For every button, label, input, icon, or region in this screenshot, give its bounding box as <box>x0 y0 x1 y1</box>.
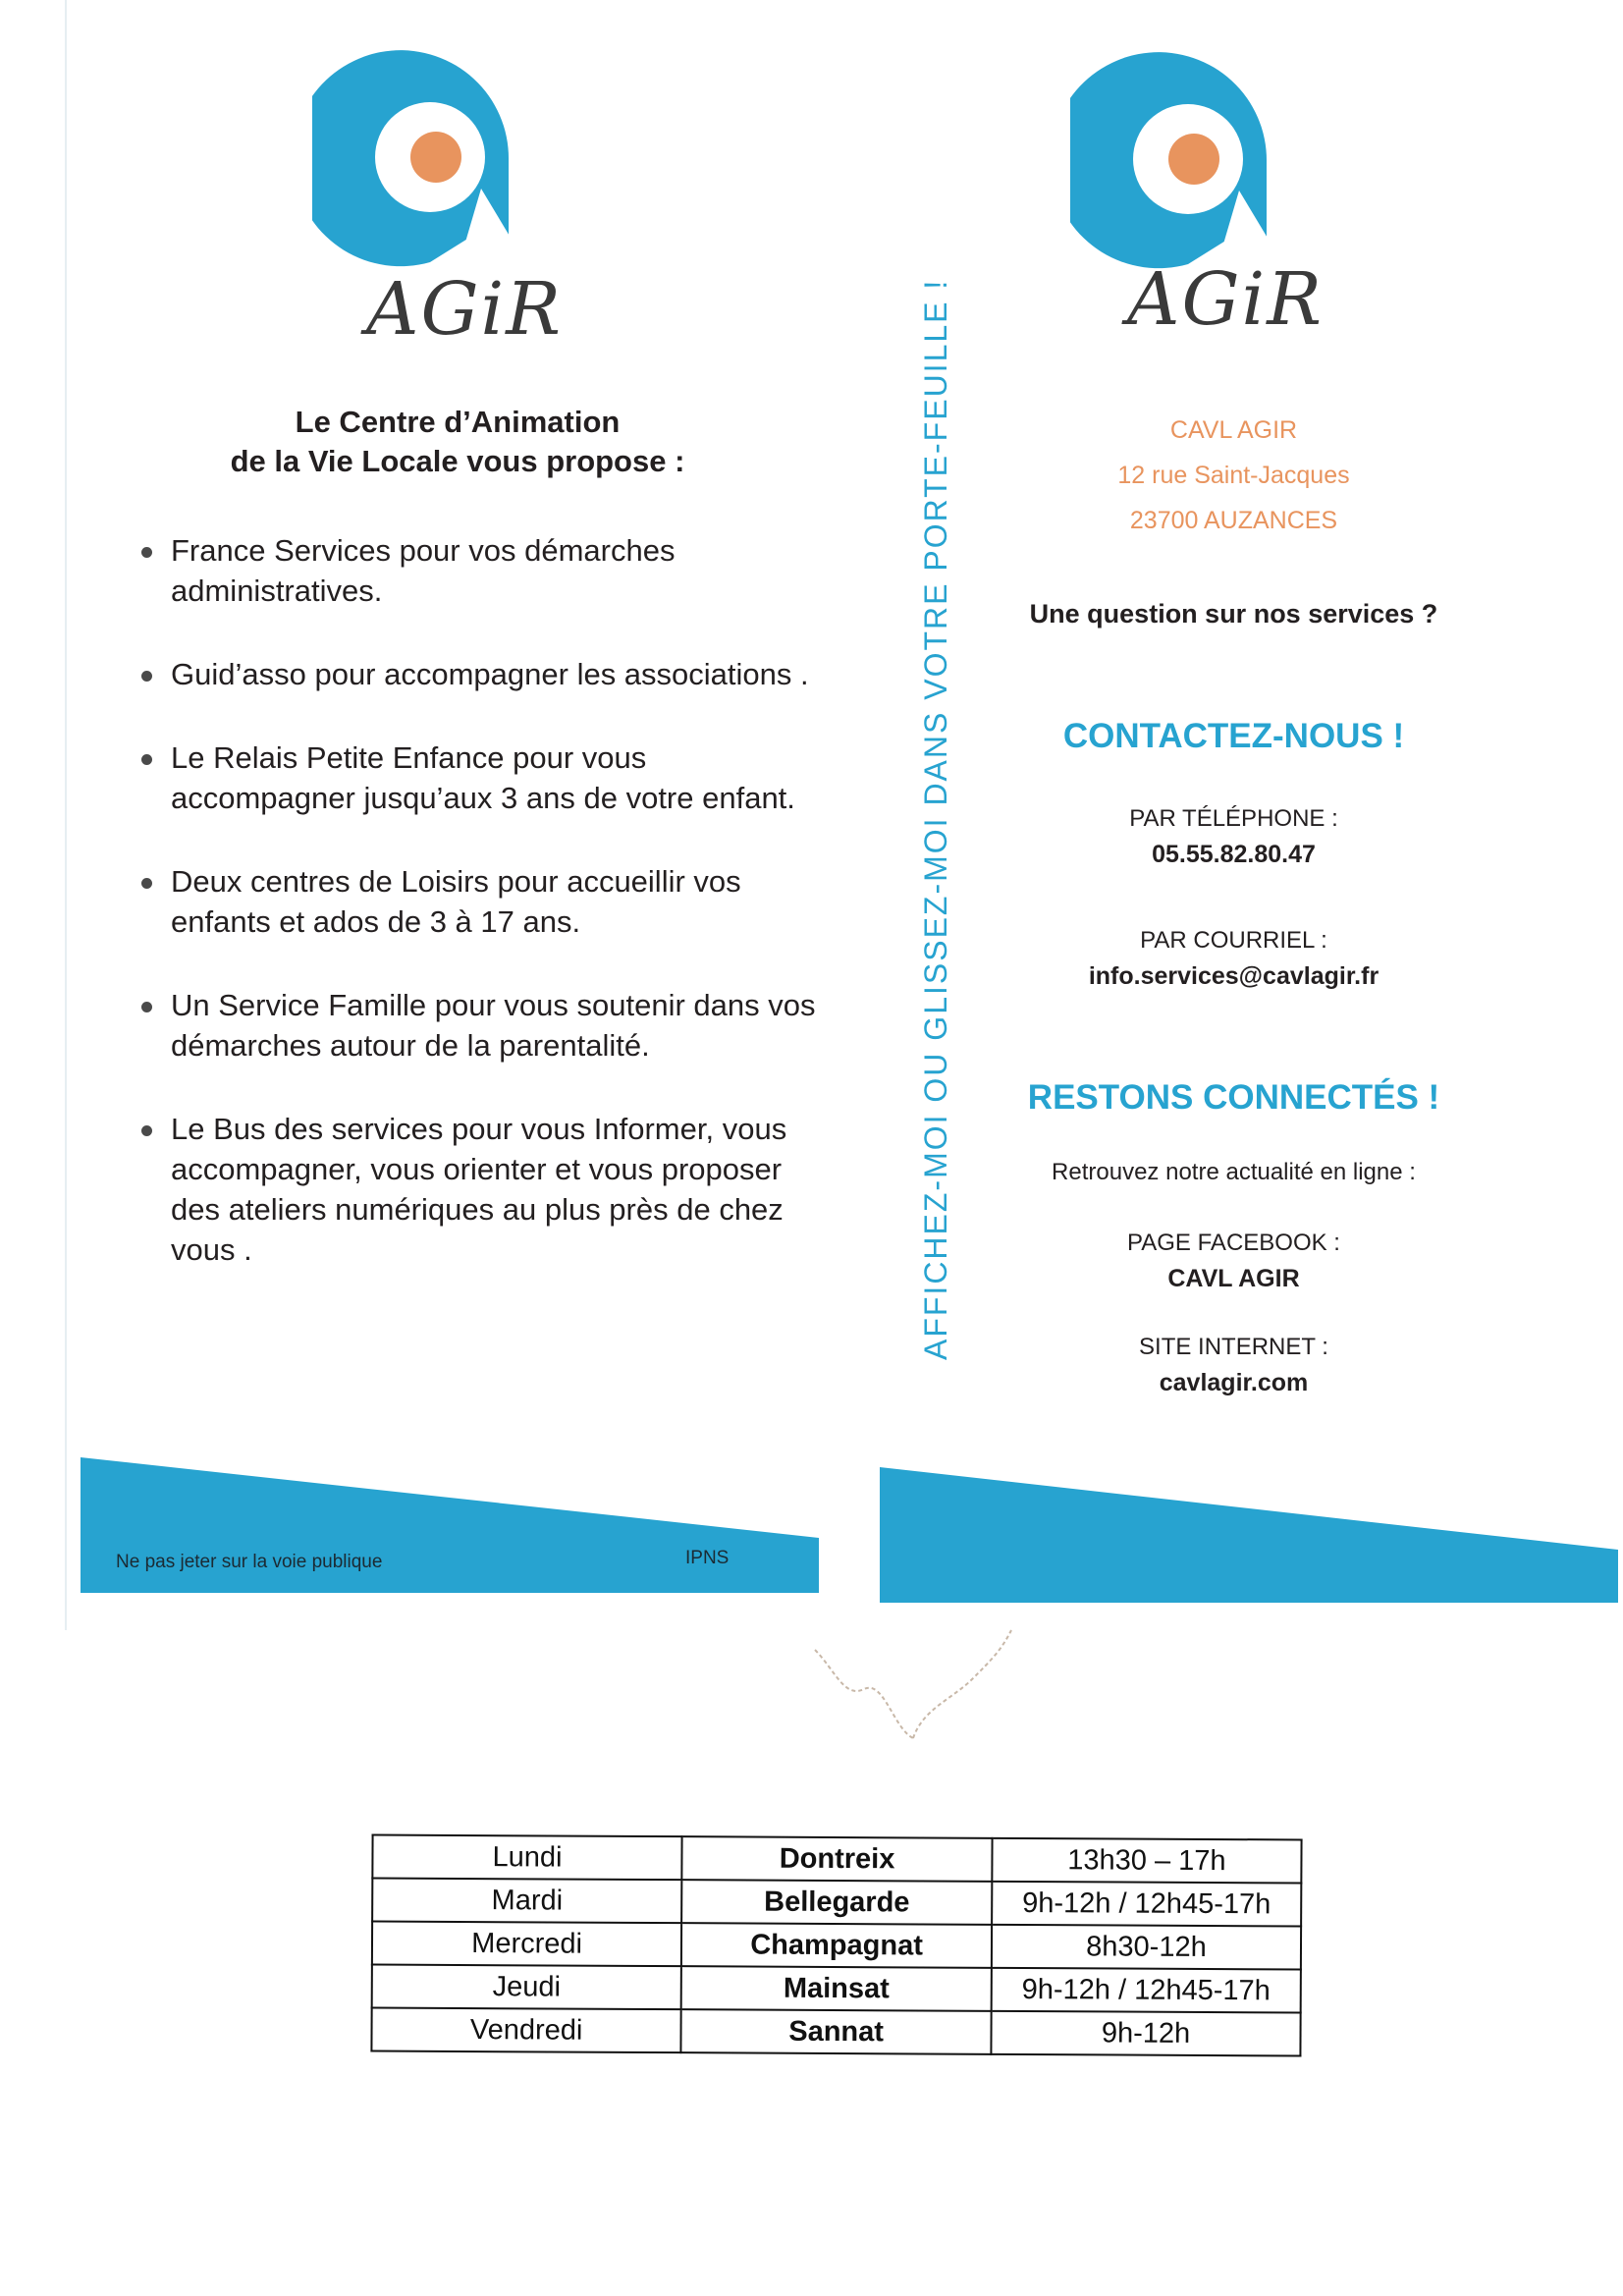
schedule-hours: 8h30-12h <box>992 1925 1301 1970</box>
agir-logo-right <box>1070 43 1325 279</box>
schedule-town: Champagnat <box>681 1923 992 1968</box>
address-line-3: 23700 AUZANCES <box>1129 507 1338 534</box>
page-title-line-1: Le Centre d’Animation <box>295 405 621 439</box>
schedule-town: Sannat <box>681 2009 992 2054</box>
schedule-day: Lundi <box>372 1835 681 1881</box>
facebook-label: PAGE FACEBOOK : <box>1127 1230 1340 1256</box>
schedule-town: Bellegarde <box>681 1880 992 1925</box>
table-row <box>372 1835 1301 1884</box>
address-line-2: 12 rue Saint-Jacques <box>1117 462 1350 489</box>
service-item-relais-petite-enfance: Le Relais Petite Enfance pour vous accompagner jusqu’aux 3 ans de votre enfant. <box>135 738 823 818</box>
footer-notice: Ne pas jeter sur la voie publique <box>116 1552 383 1572</box>
schedule-town: Dontreix <box>682 1836 993 1882</box>
service-item-france-services: France Services pour vos démarches administratives. <box>135 530 823 611</box>
footer-band <box>81 1457 819 1595</box>
address-line-1: CAVL AGIR <box>1169 416 1298 444</box>
online-text: Retrouvez notre actualité en ligne : <box>1052 1159 1416 1185</box>
contact-heading: CONTACTEZ-NOUS ! <box>1062 717 1405 755</box>
logo-wordmark-right: AGiR <box>1127 257 1324 342</box>
email-address: info.services@cavlagir.fr <box>1088 962 1380 990</box>
facebook-page: CAVL AGIR <box>1167 1265 1300 1292</box>
left-panel <box>65 0 848 1630</box>
website-label: SITE INTERNET : <box>1139 1334 1328 1360</box>
schedule-hours: 9h-12h <box>991 2011 1300 2056</box>
schedule-day: Jeudi <box>372 1965 681 2010</box>
phone-number: 05.55.82.80.47 <box>1152 841 1316 868</box>
page-title-line-2: de la Vie Locale vous propose : <box>230 444 685 478</box>
schedule-table <box>370 1834 1302 2057</box>
services-list <box>135 530 823 1270</box>
services-question: Une question sur nos services ? <box>1029 599 1438 629</box>
footer-ipns: IPNS <box>685 1548 730 1568</box>
connect-heading: RESTONS CONNECTÉS ! <box>1027 1078 1440 1117</box>
service-item-service-famille: Un Service Famille pour vous soutenir dans vos démarches autour de la parentalité. <box>135 985 823 1066</box>
schedule-hours: 13h30 – 17h <box>992 1838 1301 1884</box>
email-label: PAR COURRIEL : <box>1140 927 1327 954</box>
torn-paper-mark <box>805 1620 1021 1758</box>
agir-logo-icon <box>312 41 568 277</box>
service-item-centres-loisirs: Deux centres de Loisirs pour accueillir vos enfants et ados de 3 à 17 ans. <box>135 861 823 942</box>
service-item-bus-services: Le Bus des services pour vous Informer, vous accompagner, vous orienter et vous proposer des ateliers numériques au plus près de chez vous . <box>135 1109 823 1270</box>
table-row <box>372 1922 1301 1970</box>
schedule-town: Mainsat <box>681 1966 992 2011</box>
logo-wordmark: AGiR <box>366 267 563 352</box>
table-row <box>372 1965 1301 2013</box>
phone-label: PAR TÉLÉPHONE : <box>1129 805 1338 832</box>
service-item-guidasso: Guid’asso pour accompagner les associations . <box>135 654 823 694</box>
schedule-hours: 9h-12h / 12h45-17h <box>992 1882 1301 1927</box>
schedule-hours: 9h-12h / 12h45-17h <box>992 1968 1301 2013</box>
agir-logo-right-icon <box>1070 43 1325 279</box>
footer-band-right <box>880 1467 1618 1605</box>
schedule-day: Mercredi <box>372 1922 681 1967</box>
fold-vertical-text: AFFICHEZ-MOI OU GLISSEZ-MOI DANS VOTRE PORTE-FEUILLE ! <box>918 278 953 1360</box>
agir-logo <box>312 41 568 277</box>
website-url: cavlagir.com <box>1159 1369 1309 1396</box>
table-row <box>372 1879 1301 1927</box>
schedule-day: Mardi <box>372 1879 681 1924</box>
schedule-day: Vendredi <box>371 2008 680 2053</box>
table-row <box>371 2008 1300 2056</box>
